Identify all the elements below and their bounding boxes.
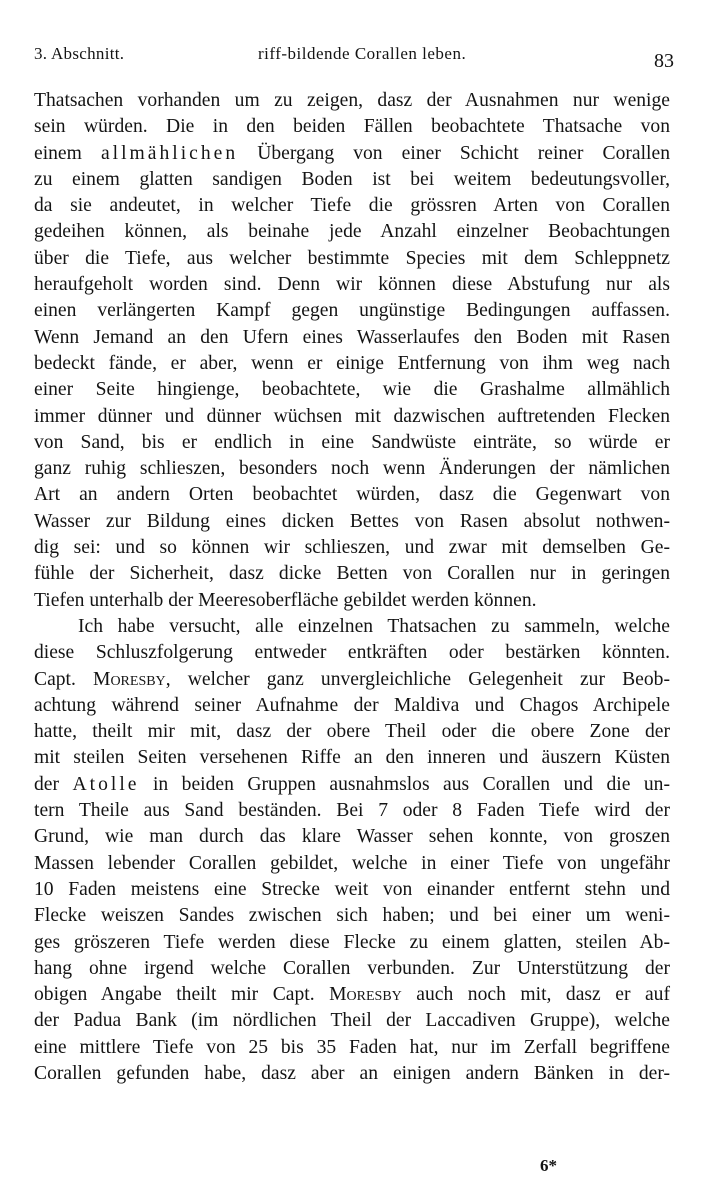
author-name-small-caps: Moresby (329, 984, 402, 1006)
text-line: Art an andern Orten beobachtet würden, dasz die Gegenwart von (34, 484, 670, 506)
text-segment: der (34, 773, 73, 795)
spaced-emphasis: allmählichen (100, 142, 239, 164)
text-line: ges gröszeren Tiefe werden diese Flecke zu einem glatten, steilen Ab- (34, 931, 670, 953)
text-line: sein würden. Die in den beiden Fällen beobachtete Thatsache von (34, 116, 670, 138)
text-line: Ich habe versucht, alle einzelnen Thatsachen zu sammeln, welche (78, 615, 670, 637)
text-line: da sie andeutet, in welcher Tiefe die grössren Arten von Corallen (34, 195, 670, 217)
text-line: mit steilen Seiten versehenen Riffe an den inneren und äuszern Küsten (34, 747, 670, 769)
text-line: Thatsachen vorhanden um zu zeigen, dasz der Ausnahmen nur wenige (34, 90, 670, 111)
text-line: diese Schluszfolgerung entweder entkräften oder bestärken könnten. (34, 642, 670, 664)
spaced-emphasis: Atolle (72, 773, 140, 795)
text-line: von Sand, bis er endlich in eine Sandwüste einträte, so würde er (34, 431, 670, 453)
text-line: dig sei: und so können wir schlieszen, und zwar mit demselben Ge- (34, 537, 670, 559)
text-line: fühle der Sicherheit, dasz dicke Betten von Corallen nur in geringen (34, 563, 670, 585)
text-segment: einem (34, 142, 101, 164)
text-line: zu einem glatten sandigen Boden ist bei weitem bedeutungsvoller, (34, 168, 670, 190)
text-line: 10 Faden meistens eine Strecke weit von einander entfernt stehn und (34, 878, 670, 900)
text-segment: obigen Angabe theilt mir Capt. (34, 984, 330, 1006)
text-line (34, 141, 670, 167)
text-line: Massen lebender Corallen gebildet, welche in einer Tiefe von ungefähr (34, 852, 670, 874)
running-head (34, 40, 674, 70)
text-line: eine mittlere Tiefe von 25 bis 35 Faden hat, nur im Zerfall begriffene (34, 1036, 670, 1058)
text-line: Grund, wie man durch das klare Wasser sehen konnte, von groszen (34, 826, 670, 848)
text-line: einen verlängerten Kampf gegen ungünstige Bedingungen auffassen. (34, 300, 670, 322)
author-name-small-caps: Moresby (93, 668, 166, 690)
text-line: immer dünner und dünner wüchsen mit dazwischen auftretenden Flecken (34, 405, 670, 427)
text-line: ganz ruhig schlieszen, besonders noch wenn Änderungen der nämlichen (34, 458, 670, 480)
running-title: riff-bildende Corallen leben. (258, 44, 467, 63)
text-line: Corallen gefunden habe, dasz aber an einigen andern Bänken in der- (34, 1062, 670, 1084)
text-segment: in beiden Gruppen ausnahmslos aus Corallen und die un- (139, 773, 670, 795)
text-line: heraufgeholt worden sind. Denn wir können diese Abstufung nur als (34, 274, 670, 296)
text-segment: auch noch mit, dasz er auf (401, 984, 670, 1006)
text-line (34, 772, 670, 798)
text-line: tern Theile aus Sand beständen. Bei 7 oder 8 Faden Tiefe wird der (34, 800, 670, 822)
text-line: Flecke weiszen Sandes zwischen sich haben; und bei einer um weni- (34, 905, 670, 927)
text-line: Wasser zur Bildung eines dicken Bettes von Rasen absolut nothwen- (34, 510, 670, 532)
text-line (34, 982, 670, 1008)
text-line: einer Seite hingienge, beobachtete, wie die Grashalme allmählich (34, 379, 670, 401)
text-line: Tiefen unterhalb der Meeresoberfläche gebildet werden können. (34, 589, 537, 611)
text-segment: Übergang von einer Schicht reiner Corallen (238, 142, 670, 164)
text-line (34, 667, 670, 693)
text-line: gedeihen können, als beinahe jede Anzahl einzelner Beobachtungen (34, 221, 670, 243)
section-label: 3. Abschnitt. (34, 44, 125, 63)
text-segment: Capt. (34, 668, 94, 690)
page-number: 83 (654, 50, 674, 72)
text-line: hatte, theilt mir mit, dasz der obere Theil oder die obere Zone der (34, 721, 670, 743)
text-line: über die Tiefe, aus welcher bestimmte Species mit dem Schleppnetz (34, 247, 670, 269)
text-line: achtung während seiner Aufnahme der Maldiva und Chagos Archipele (34, 694, 670, 716)
printer-signature-mark: 6* (540, 1156, 557, 1175)
text-line: Wenn Jemand an den Ufern eines Wasserlaufes den Boden mit Rasen (34, 326, 670, 348)
text-line: bedeckt fände, er aber, wenn er einige Entfernung von ihm weg nach (34, 352, 670, 374)
text-line: hang ohne irgend welche Corallen verbunden. Zur Unterstützung der (34, 957, 670, 979)
body-text (34, 88, 670, 1087)
text-segment: , welcher ganz unvergleichliche Gelegenheit zur Beob- (165, 668, 670, 690)
text-line: der Padua Bank (im nördlichen Theil der Laccadiven Gruppe), welche (34, 1010, 670, 1032)
